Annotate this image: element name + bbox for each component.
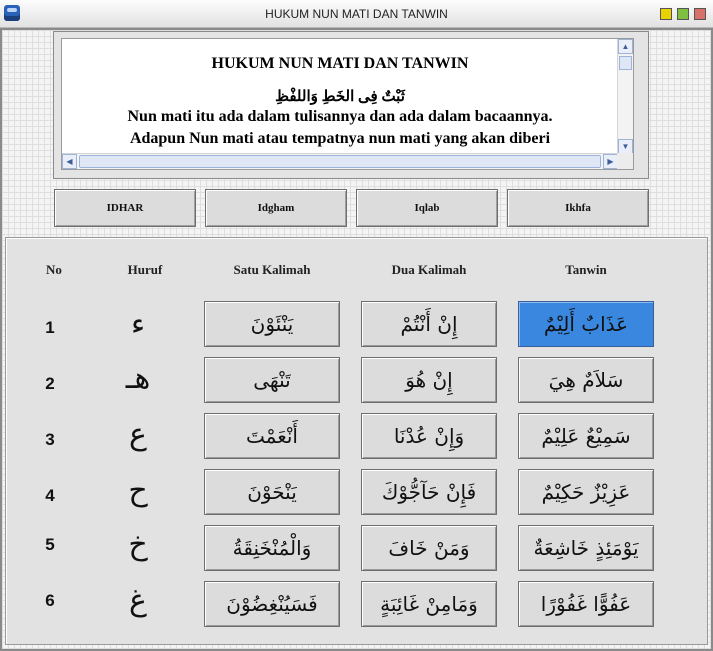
row-number: 6 — [45, 591, 55, 610]
row-5-tanwin-button[interactable]: يَوْمَئِذٍ خَاشِعَةٌ — [518, 525, 654, 571]
row-number: 2 — [45, 374, 55, 393]
row-2-dua-kalimah-button[interactable]: إِنْ هُوَ — [361, 357, 497, 403]
row-1-tanwin-button[interactable]: عَذَابٌ أَلِيْمٌ — [518, 301, 654, 347]
row-5-satu-kalimah-button[interactable]: وَالْمُنْخَنِقَةُ — [204, 525, 340, 571]
header-tanwin: Tanwin — [565, 262, 607, 277]
info-textbox[interactable] — [61, 38, 634, 170]
header-no: No — [46, 262, 62, 277]
info-arabic-line: ثَبْتٌ فِى الخَطِ وَاللفْظِ — [275, 89, 405, 105]
tab-idgham-button[interactable]: Idgham — [205, 189, 347, 227]
horizontal-scrollbar[interactable] — [62, 153, 618, 169]
huruf-letter: غ — [129, 583, 147, 618]
maximize-button[interactable] — [677, 8, 689, 20]
minimize-button[interactable] — [660, 8, 672, 20]
row-5-dua-kalimah-button[interactable]: وَمَنْ خَافَ — [361, 525, 497, 571]
window-title: HUKUM NUN MATI DAN TANWIN — [265, 7, 448, 21]
row-number: 5 — [45, 535, 55, 554]
header-satu-kalimah: Satu Kalimah — [233, 262, 311, 277]
scroll-right-icon[interactable]: ▶ — [603, 154, 618, 169]
tab-idhar-button[interactable]: IDHAR — [54, 189, 196, 227]
tab-ikhfa-button[interactable]: Ikhfa — [507, 189, 649, 227]
row-number: 3 — [45, 430, 55, 449]
scroll-up-icon[interactable]: ▲ — [618, 39, 633, 54]
row-2-satu-kalimah-button[interactable]: تَنْهَى — [204, 357, 340, 403]
row-3-tanwin-button[interactable]: سَمِيْعٌ عَلِيْمٌ — [518, 413, 654, 459]
info-paragraph-2: Adapun Nun mati atau tempatnya nun mati yang akan diberi — [129, 130, 551, 147]
vertical-scroll-thumb[interactable] — [619, 56, 632, 70]
row-1-satu-kalimah-button[interactable]: يَنْئَوْنَ — [204, 301, 340, 347]
row-1-dua-kalimah-button[interactable]: إِنْ أَنْتُمْ — [361, 301, 497, 347]
info-text — [62, 39, 618, 154]
header-huruf: Huruf — [127, 262, 163, 277]
header-dua-kalimah: Dua Kalimah — [391, 262, 467, 277]
title-bar — [0, 0, 713, 28]
huruf-letter: خ — [128, 527, 148, 562]
row-6-tanwin-button[interactable]: عَفُوًّا غَفُوْرًا — [518, 581, 654, 627]
huruf-letter: ع — [129, 417, 147, 452]
info-heading: HUKUM NUN MATI DAN TANWIN — [211, 55, 469, 72]
row-6-dua-kalimah-button[interactable]: وَمَامِنْ غَائِبَةٍ — [361, 581, 497, 627]
vertical-scrollbar[interactable] — [617, 39, 633, 154]
info-textbox-frame — [53, 31, 649, 179]
close-button[interactable] — [694, 8, 706, 20]
huruf-letter: ح — [128, 473, 148, 508]
row-number: 4 — [45, 486, 55, 505]
huruf-letter: هـ — [125, 361, 151, 396]
row-4-dua-kalimah-button[interactable]: فَإِنْ حَآجُّوْكَ — [361, 469, 497, 515]
horizontal-scroll-thumb[interactable] — [79, 155, 601, 168]
scroll-down-icon[interactable]: ▼ — [618, 139, 633, 154]
scroll-left-icon[interactable]: ◀ — [62, 154, 77, 169]
info-paragraph-1: Nun mati itu ada dalam tulisannya dan ada dalam bacaannya. — [127, 108, 553, 125]
row-6-satu-kalimah-button[interactable]: فَسَيُنْغِضُوْنَ — [204, 581, 340, 627]
tab-iqlab-button[interactable]: Iqlab — [356, 189, 498, 227]
huruf-letter: ء — [130, 307, 146, 342]
row-3-dua-kalimah-button[interactable]: وَإِنْ عُدْنَا — [361, 413, 497, 459]
row-4-satu-kalimah-button[interactable]: يَنْحَوْنَ — [204, 469, 340, 515]
row-number: 1 — [45, 318, 55, 337]
row-4-tanwin-button[interactable]: عَزِيْزٌ حَكِيْمٌ — [518, 469, 654, 515]
row-3-satu-kalimah-button[interactable]: أَنْعَمْتَ — [204, 413, 340, 459]
row-2-tanwin-button[interactable]: سَلاَمٌ هِيَ — [518, 357, 654, 403]
scroll-corner — [617, 153, 633, 169]
